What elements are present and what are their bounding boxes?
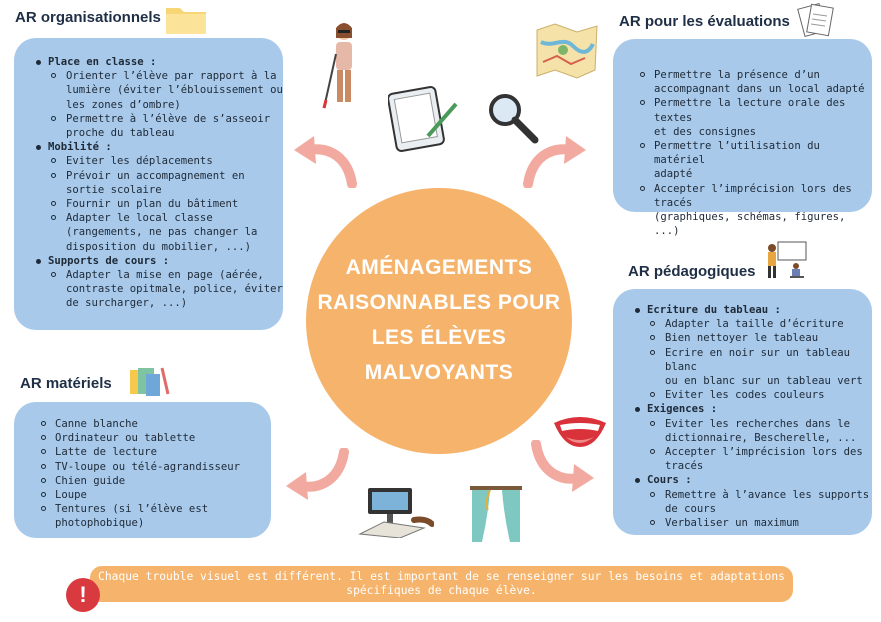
title-pedagogiques: AR pédagogiques bbox=[628, 263, 756, 280]
item-line: Verbaliser un maximum bbox=[665, 517, 799, 530]
list-item bbox=[14, 488, 271, 502]
title-evaluations: AR pour les évaluations bbox=[619, 13, 790, 30]
sub-item bbox=[14, 197, 283, 211]
item-line: (rangements, ne pas changer la bbox=[66, 226, 258, 239]
list-item bbox=[613, 139, 872, 182]
tablet-icon bbox=[388, 84, 464, 152]
folder-icon bbox=[164, 2, 208, 36]
item-line: Accepter l’imprécision lors des bbox=[665, 446, 863, 459]
arrow-organisationnels bbox=[290, 128, 360, 188]
list-item bbox=[14, 431, 271, 445]
list-item bbox=[613, 96, 872, 139]
item-line: photophobique) bbox=[55, 517, 145, 530]
arrow-pedagogiques bbox=[528, 440, 598, 500]
sub-item bbox=[14, 169, 283, 197]
title-organisationnels: AR organisationnels bbox=[15, 9, 161, 26]
category-label: Cours : bbox=[647, 474, 692, 487]
category-label: Place en classe : bbox=[48, 56, 157, 68]
category-item bbox=[14, 140, 283, 154]
magnifier-icon bbox=[485, 90, 541, 146]
item-line: ou en blanc sur un tableau vert bbox=[665, 375, 863, 388]
item-line: adapté bbox=[654, 168, 693, 181]
list-item bbox=[14, 460, 271, 474]
list-organisationnels bbox=[14, 55, 283, 311]
item-line: sortie scolaire bbox=[66, 183, 162, 196]
category-label: Ecriture du tableau : bbox=[647, 304, 781, 316]
item-line: disposition du mobilier, ...) bbox=[66, 240, 251, 253]
center-title-line: MALVOYANTS bbox=[364, 361, 514, 384]
map-icon bbox=[533, 22, 601, 80]
list-item bbox=[14, 445, 271, 459]
sub-item bbox=[613, 331, 872, 345]
box-organisationnels bbox=[14, 38, 283, 330]
item-line: Eviter les déplacements bbox=[66, 155, 213, 168]
category-label: Mobilité : bbox=[48, 141, 112, 154]
curtains-icon bbox=[468, 484, 524, 544]
sub-item bbox=[613, 445, 872, 473]
item-line: Adapter la mise en page (aérée, bbox=[66, 269, 264, 282]
item-line: de cours bbox=[665, 502, 717, 515]
center-circle bbox=[306, 188, 572, 454]
list-item bbox=[14, 417, 271, 431]
list-item bbox=[14, 502, 271, 530]
item-line: proche du tableau bbox=[66, 127, 175, 140]
item-line: Bien nettoyer le tableau bbox=[665, 332, 819, 345]
center-title-line: AMÉNAGEMENTS bbox=[345, 256, 533, 279]
box-materiels bbox=[14, 402, 271, 538]
papers-icon bbox=[795, 2, 837, 38]
item-line: TV-loupe ou télé-agrandisseur bbox=[55, 460, 240, 473]
item-line: (graphiques, schémas, figures, ...) bbox=[654, 211, 846, 238]
mouth-icon bbox=[552, 413, 608, 449]
list-pedagogiques bbox=[613, 303, 872, 530]
teacher-board-icon bbox=[760, 238, 810, 282]
item-line: Adapter le local classe bbox=[66, 212, 213, 225]
item-line: Orienter l’élève par rapport à la bbox=[66, 70, 277, 83]
category-item bbox=[14, 254, 283, 268]
video-magnifier-icon bbox=[354, 484, 434, 538]
warning-icon: ! bbox=[66, 578, 100, 612]
item-line: Permettre l’utilisation du matériel bbox=[654, 140, 820, 167]
item-line: Fournir un plan du bâtiment bbox=[66, 198, 239, 211]
item-line: Permettre la lecture orale des textes bbox=[654, 97, 846, 124]
sub-item bbox=[613, 417, 872, 445]
list-materiels bbox=[14, 417, 271, 531]
item-line: Canne blanche bbox=[55, 418, 138, 430]
title-materiels: AR matériels bbox=[20, 375, 112, 392]
item-line: Eviter les codes couleurs bbox=[665, 389, 825, 402]
sub-item bbox=[613, 388, 872, 402]
list-item bbox=[14, 474, 271, 488]
item-line: Latte de lecture bbox=[55, 446, 158, 459]
sub-item bbox=[613, 317, 872, 331]
item-line: les zones d’ombre) bbox=[66, 98, 181, 111]
item-line: de surcharger, ...) bbox=[66, 297, 188, 310]
item-line: tracés bbox=[665, 460, 704, 473]
item-line: Tentures (si l’élève est bbox=[55, 503, 209, 516]
category-item bbox=[14, 55, 283, 69]
item-line: contraste opitmale, police, éviter bbox=[66, 283, 283, 296]
center-title-line: LES ÉLÈVES bbox=[371, 326, 507, 349]
footer-banner bbox=[90, 566, 793, 602]
item-line: dictionnaire, Bescherelle, ... bbox=[665, 431, 857, 444]
sub-item bbox=[14, 69, 283, 112]
list-item bbox=[613, 182, 872, 239]
sub-item bbox=[14, 154, 283, 168]
category-label: Supports de cours : bbox=[48, 254, 170, 267]
list-evaluations bbox=[613, 68, 872, 238]
person-cane-icon bbox=[318, 20, 374, 112]
sub-item bbox=[14, 268, 283, 311]
center-title bbox=[306, 250, 572, 390]
list-item bbox=[613, 68, 872, 96]
arrow-materiels bbox=[282, 448, 352, 508]
center-title-line: RAISONNABLES POUR bbox=[317, 291, 561, 314]
category-item bbox=[613, 473, 872, 487]
category-item bbox=[613, 402, 872, 416]
item-line: Eviter les recherches dans le bbox=[665, 417, 850, 430]
item-line: Accepter l’imprécision lors des tracés bbox=[654, 182, 852, 209]
item-line: accompagnant dans un local adapté bbox=[654, 83, 865, 96]
category-item bbox=[613, 303, 872, 317]
item-line: Chien guide bbox=[55, 474, 126, 487]
item-line: Ordinateur ou tablette bbox=[55, 432, 196, 445]
box-evaluations bbox=[613, 39, 872, 238]
footer-line: Chaque trouble visuel est différent. Il est important de se renseigner sur les besoins et adaptations bbox=[98, 570, 785, 583]
item-line: Loupe bbox=[55, 489, 87, 502]
item-line: Permettre la présence d’un bbox=[654, 69, 820, 81]
footer-line: spécifiques de chaque élève. bbox=[346, 584, 537, 597]
sub-item bbox=[613, 488, 872, 516]
item-line: Adapter la taille d’écriture bbox=[665, 318, 844, 331]
school-supplies-icon bbox=[124, 364, 172, 400]
sub-item bbox=[613, 516, 872, 530]
item-line: et des consignes bbox=[654, 125, 757, 138]
item-line: Remettre à l’avance les supports bbox=[665, 488, 870, 501]
item-line: Ecrire en noir sur un tableau blanc bbox=[665, 346, 850, 373]
item-line: Prévoir un accompagnement en bbox=[66, 169, 245, 182]
sub-item bbox=[613, 346, 872, 389]
box-pedagogiques bbox=[613, 289, 872, 535]
sub-item bbox=[14, 112, 283, 140]
sub-item bbox=[14, 211, 283, 254]
item-line: Permettre à l’élève de s’asseoir bbox=[66, 112, 271, 125]
category-label: Exigences : bbox=[647, 403, 718, 416]
item-line: lumière (éviter l’éblouissement ou bbox=[66, 84, 283, 97]
